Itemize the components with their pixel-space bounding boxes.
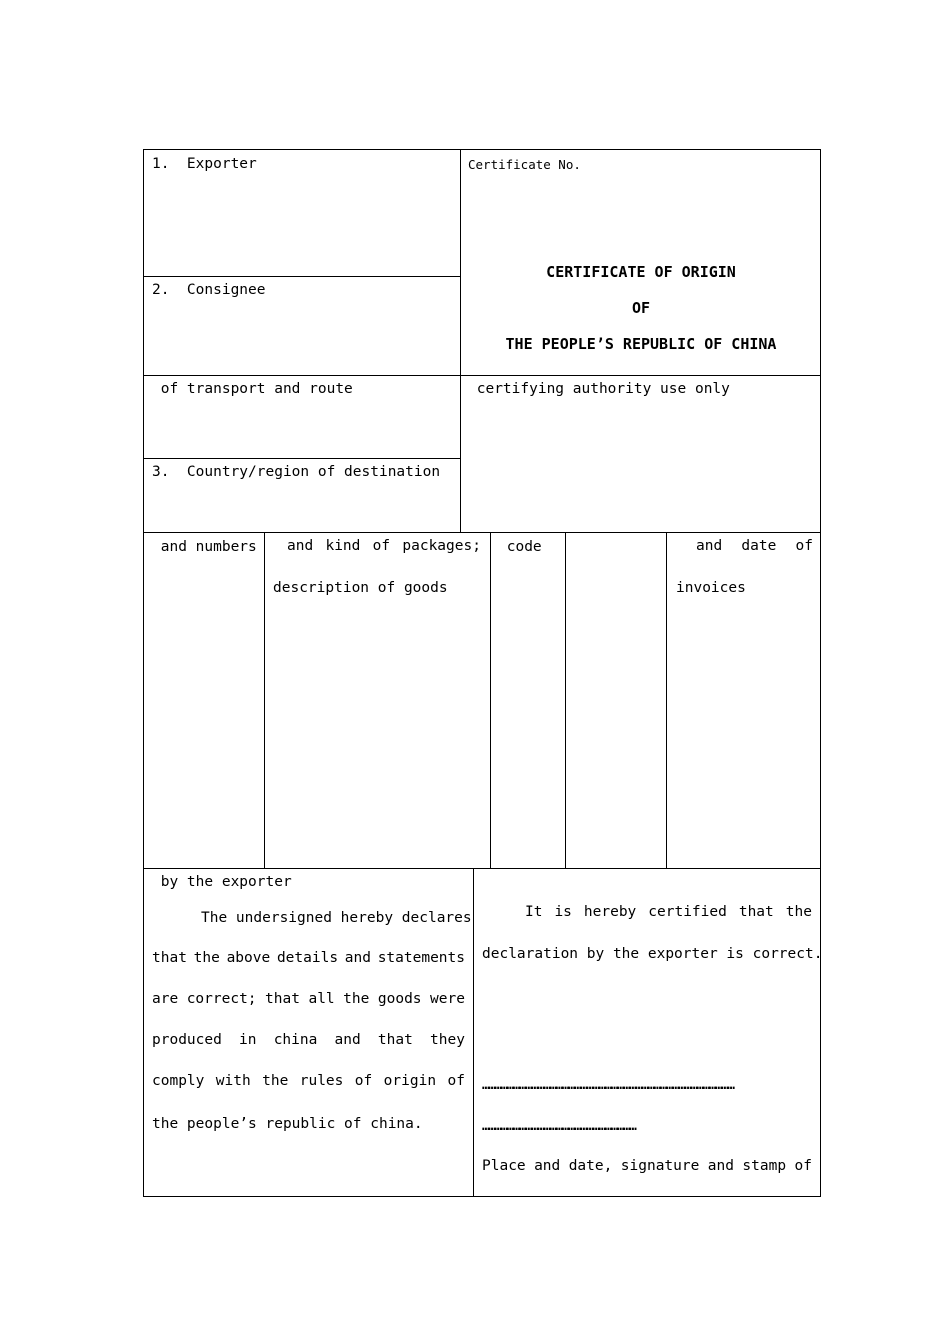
place-word: date, <box>568 1158 613 1174</box>
declaration-word: in <box>239 1032 257 1048</box>
declaration-word: they <box>430 1032 465 1048</box>
declaration-line-1: The undersigned hereby declares <box>201 910 472 926</box>
place-word: of <box>794 1158 812 1174</box>
declaration-word: are <box>152 991 179 1007</box>
invoice-word: date <box>741 538 777 554</box>
declaration-word: and <box>334 1032 361 1048</box>
divider-transport-destination <box>144 458 460 459</box>
declaration-word: statements <box>377 950 465 966</box>
place-word: and <box>534 1158 561 1174</box>
declaration-word: that <box>377 1032 413 1048</box>
declaration-word: all <box>308 991 335 1007</box>
declaration-line-6: the people’s republic of china. <box>152 1116 423 1132</box>
certificate-title-country: THE PEOPLE’S REPUBLIC OF CHINA <box>505 335 777 353</box>
certification-word: is <box>554 904 572 920</box>
declaration-line-3 <box>152 991 465 1007</box>
place-date-line <box>482 1158 812 1174</box>
divider-col-2 <box>490 533 491 869</box>
divider-section-1 <box>144 375 821 376</box>
certification-word: the <box>785 904 812 920</box>
place-word: stamp <box>742 1158 787 1174</box>
divider-section-3 <box>144 868 821 869</box>
declaration-line-4 <box>152 1032 465 1048</box>
invoice-label-line1 <box>696 538 813 554</box>
transport-label: of transport and route <box>152 381 353 397</box>
declaration-word: produced <box>152 1032 222 1048</box>
certificate-title-of: OF <box>631 299 651 317</box>
certification-word: that <box>738 904 774 920</box>
declaration-word: the <box>343 991 370 1007</box>
packages-word: and <box>287 538 314 554</box>
declaration-word: the <box>193 950 220 966</box>
declaration-word: details <box>276 950 339 966</box>
signature-dotted-line-1: …………………………………………………………………………………………………………… <box>482 1078 734 1093</box>
exporter-label: 1. Exporter <box>152 156 257 172</box>
destination-label: 3. Country/region of destination <box>152 464 441 480</box>
signature-dotted-line-2: ………………………………………………………………… <box>482 1119 636 1134</box>
declaration-word: with <box>215 1073 251 1089</box>
certificate-form <box>143 149 821 1197</box>
declaration-heading: by the exporter <box>152 874 292 890</box>
declaration-word: origin <box>383 1073 437 1089</box>
certificate-no-label: Certificate No. <box>468 157 581 172</box>
invoice-word: of <box>795 538 813 554</box>
certification-word: hereby <box>583 904 637 920</box>
certificate-title: CERTIFICATE OF ORIGIN <box>546 263 736 281</box>
code-label: code <box>498 539 542 555</box>
invoice-word: and <box>696 538 723 554</box>
marks-label: and numbers <box>152 539 257 555</box>
packages-word: of <box>372 538 391 554</box>
declaration-word: above <box>226 950 271 966</box>
declaration-word: china <box>273 1032 318 1048</box>
declaration-line-5 <box>152 1073 465 1089</box>
consignee-label: 2. Consignee <box>152 282 266 298</box>
packages-label-line2: description of goods <box>273 580 448 596</box>
certification-line-2: declaration by the exporter is correct. <box>482 946 823 962</box>
declaration-word: comply <box>152 1073 205 1089</box>
certification-word: It <box>525 904 543 920</box>
declaration-word: goods <box>377 991 422 1007</box>
packages-label-line1 <box>287 538 481 554</box>
divider-exporter-consignee <box>144 276 460 277</box>
declaration-word: rules <box>299 1073 344 1089</box>
packages-word: packages; <box>402 538 481 554</box>
declaration-word: of <box>447 1073 465 1089</box>
place-word: and <box>707 1158 734 1174</box>
certification-word: certified <box>648 904 727 920</box>
divider-section-2 <box>144 532 821 533</box>
invoice-label-line2: invoices <box>676 580 746 596</box>
declaration-word: the <box>262 1073 289 1089</box>
declaration-word: correct; <box>186 991 257 1007</box>
declaration-word: of <box>354 1073 373 1089</box>
declaration-word: that <box>265 991 300 1007</box>
authority-label: certifying authority use only <box>468 381 730 397</box>
declaration-word: were <box>430 991 465 1007</box>
divider-col-1 <box>264 533 265 869</box>
place-word: Place <box>482 1158 526 1174</box>
certification-line-1 <box>525 904 812 920</box>
divider-bottom-center <box>473 869 474 1197</box>
declaration-word: that <box>152 950 187 966</box>
place-word: signature <box>620 1158 700 1174</box>
packages-word: kind <box>325 538 361 554</box>
declaration-line-2 <box>152 950 465 966</box>
declaration-word: and <box>344 950 371 966</box>
divider-col-3 <box>565 533 566 869</box>
divider-col-4 <box>666 533 667 869</box>
